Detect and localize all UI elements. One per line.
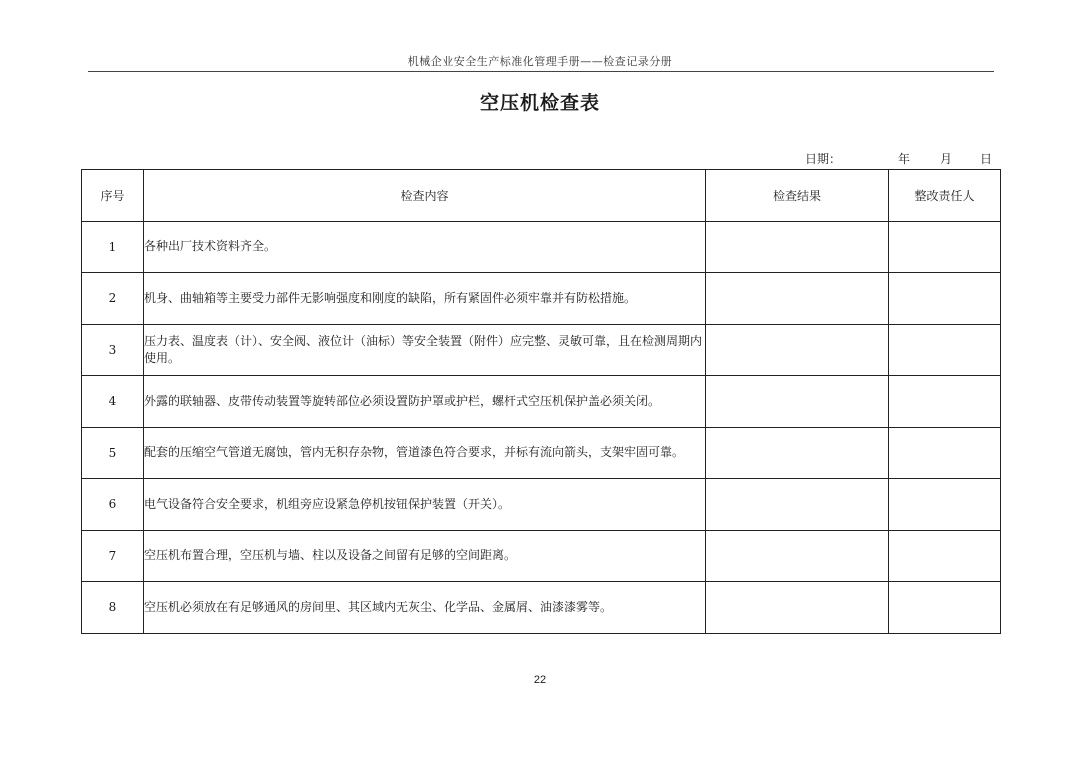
table-row	[82, 479, 1001, 531]
date-year-label: 年	[898, 152, 911, 166]
table-row	[82, 376, 1001, 428]
table-row	[82, 427, 1001, 479]
table-row	[82, 221, 1001, 273]
row-content: 空压机布置合理，空压机与墙、柱以及设备之间留有足够的空间距离。	[144, 530, 706, 582]
date-day-label: 日	[980, 152, 993, 166]
date-row	[0, 150, 1080, 166]
row-number: 2	[82, 273, 144, 325]
row-number: 7	[82, 530, 144, 582]
row-number: 5	[82, 427, 144, 479]
row-content: 机身、曲轴箱等主要受力部件无影响强度和刚度的缺陷，所有紧固件必须牢靠并有防松措施。	[144, 273, 706, 325]
row-responsible-cell[interactable]	[889, 530, 1001, 582]
table-row	[82, 530, 1001, 582]
row-number: 4	[82, 376, 144, 428]
running-header: 机械企业安全生产标准化管理手册——检查记录分册	[407, 55, 673, 68]
date-label: 日期：	[805, 152, 842, 166]
row-result-cell[interactable]	[706, 221, 889, 273]
row-number: 1	[82, 221, 144, 273]
row-responsible-cell[interactable]	[889, 376, 1001, 428]
header-divider	[88, 71, 994, 72]
row-result-cell[interactable]	[706, 427, 889, 479]
row-content: 压力表、温度表（计）、安全阀、液位计（油标）等安全装置（附件）应完整、灵敏可靠，且在检测周期内使用。	[144, 324, 706, 376]
row-result-cell[interactable]	[706, 324, 889, 376]
table-row	[82, 273, 1001, 325]
page-title: 空压机检查表	[479, 92, 600, 114]
column-header-seq: 序号	[82, 170, 144, 222]
table-row	[82, 324, 1001, 376]
row-responsible-cell[interactable]	[889, 221, 1001, 273]
row-result-cell[interactable]	[706, 530, 889, 582]
column-header-responsible: 整改责任人	[889, 170, 1001, 222]
row-number: 3	[82, 324, 144, 376]
row-responsible-cell[interactable]	[889, 324, 1001, 376]
row-responsible-cell[interactable]	[889, 479, 1001, 531]
page-number: 22	[533, 674, 547, 686]
row-responsible-cell[interactable]	[889, 273, 1001, 325]
column-header-content: 检查内容	[144, 170, 706, 222]
row-content: 空压机必须放在有足够通风的房间里、其区域内无灰尘、化学品、金属屑、油漆漆雾等。	[144, 582, 706, 634]
row-content: 外露的联轴器、皮带传动装置等旋转部位必须设置防护罩或护栏，螺杆式空压机保护盖必须关闭。	[144, 376, 706, 428]
row-result-cell[interactable]	[706, 273, 889, 325]
row-number: 8	[82, 582, 144, 634]
row-result-cell[interactable]	[706, 376, 889, 428]
column-header-result: 检查结果	[706, 170, 889, 222]
table-row	[82, 582, 1001, 634]
row-responsible-cell[interactable]	[889, 582, 1001, 634]
row-content: 配套的压缩空气管道无腐蚀，管内无积存杂物，管道漆色符合要求，并标有流向箭头，支架牢固可靠。	[144, 427, 706, 479]
row-result-cell[interactable]	[706, 582, 889, 634]
row-number: 6	[82, 479, 144, 531]
table-header-row	[82, 170, 1001, 222]
row-content: 各种出厂技术资料齐全。	[144, 221, 706, 273]
date-month-label: 月	[940, 152, 953, 166]
inspection-table	[81, 169, 1001, 634]
row-responsible-cell[interactable]	[889, 427, 1001, 479]
row-result-cell[interactable]	[706, 479, 889, 531]
row-content: 电气设备符合安全要求，机组旁应设紧急停机按钮保护装置（开关）。	[144, 479, 706, 531]
